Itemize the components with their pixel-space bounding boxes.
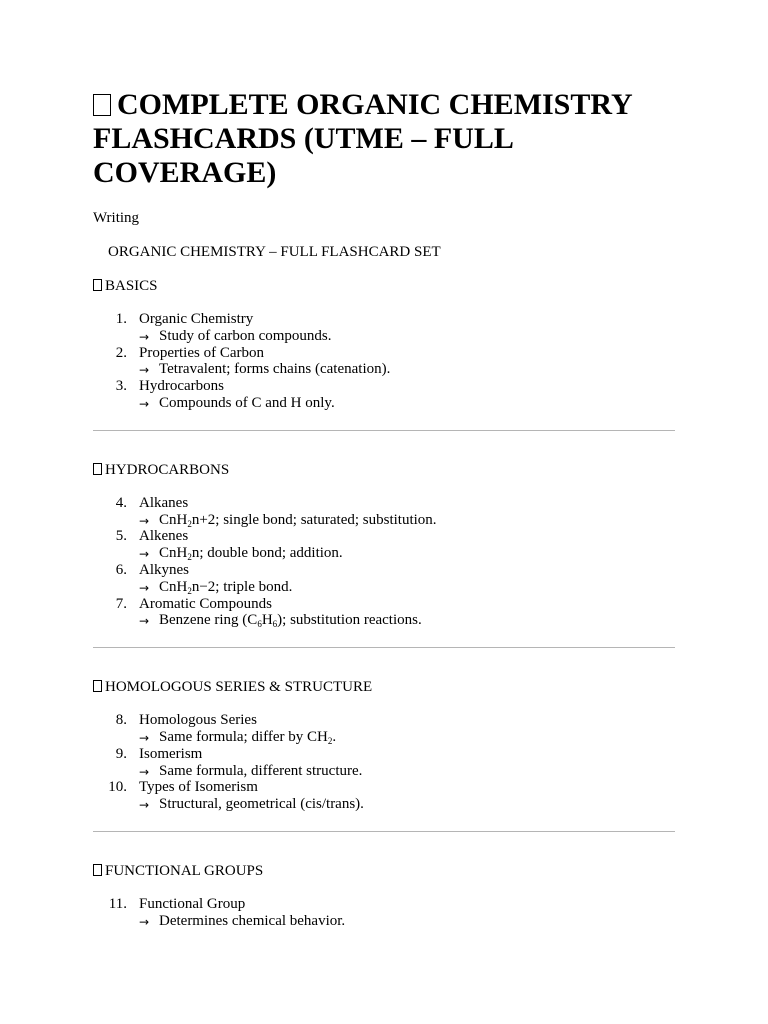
item-term: Isomerism bbox=[139, 745, 203, 762]
answer-text: Structural, geometrical (cis/trans). bbox=[159, 796, 364, 813]
answer-text: Determines chemical behavior. bbox=[159, 912, 346, 929]
arrow-right-icon: → bbox=[139, 329, 150, 344]
item-answer bbox=[139, 512, 675, 529]
item-term: Functional Group bbox=[139, 895, 246, 912]
item-answer bbox=[139, 612, 675, 629]
item-number: 6. bbox=[115, 561, 127, 578]
section-header bbox=[93, 678, 675, 696]
section-hydrocarbons bbox=[93, 461, 675, 629]
item-term: Aromatic Compounds bbox=[139, 595, 272, 612]
answer-text: CnH bbox=[159, 545, 188, 562]
missing-glyph-box-icon bbox=[93, 279, 102, 291]
arrow-right-icon: → bbox=[139, 547, 150, 562]
item-answer bbox=[139, 545, 675, 562]
section-homologous-series bbox=[93, 678, 675, 813]
arrow-right-icon: → bbox=[139, 730, 150, 745]
section-header bbox=[93, 862, 675, 880]
section-title: HOMOLOGOUS SERIES & STRUCTURE bbox=[105, 679, 373, 696]
flashcard-item bbox=[93, 345, 675, 379]
item-number: 11. bbox=[108, 895, 127, 912]
arrow-right-icon: → bbox=[139, 764, 150, 779]
flashcard-list bbox=[93, 495, 675, 629]
flashcard-item bbox=[93, 528, 675, 562]
item-number: 2. bbox=[115, 344, 127, 361]
item-term: Alkynes bbox=[139, 561, 189, 578]
subscript: 2 bbox=[187, 518, 192, 529]
answer-text: ); substitution reactions. bbox=[277, 612, 422, 629]
answer-text: . bbox=[332, 728, 337, 745]
section-basics bbox=[93, 277, 675, 412]
section-divider bbox=[93, 430, 675, 431]
item-answer bbox=[139, 796, 675, 813]
subscript: 6 bbox=[272, 619, 278, 630]
item-term: Hydrocarbons bbox=[139, 378, 224, 395]
item-number: 1. bbox=[115, 311, 127, 327]
document-title-text: COMPLETE ORGANIC CHEMISTRY FLASHCARDS (UTME – FULL COVERAGE) bbox=[93, 88, 632, 189]
flashcard-item bbox=[93, 779, 675, 813]
document-subtitle: Writing bbox=[93, 210, 140, 226]
section-header bbox=[93, 277, 675, 295]
section-title: BASICS bbox=[105, 278, 158, 294]
flashcard-item bbox=[93, 896, 675, 930]
subscript: 2 bbox=[187, 585, 192, 596]
item-answer bbox=[139, 579, 675, 596]
arrow-right-icon: → bbox=[139, 614, 150, 629]
answer-text: Benzene ring (C bbox=[159, 612, 258, 629]
arrow-right-icon: → bbox=[139, 363, 150, 378]
flashcard-item bbox=[93, 746, 675, 780]
item-answer bbox=[139, 395, 675, 412]
flashcard-item bbox=[93, 311, 675, 345]
arrow-right-icon: → bbox=[139, 580, 150, 595]
missing-glyph-box-icon bbox=[93, 94, 111, 116]
answer-text: n; double bond; addition. bbox=[191, 545, 343, 562]
item-term: Alkanes bbox=[139, 494, 189, 511]
section-functional-groups bbox=[93, 862, 675, 930]
answer-text: H bbox=[261, 612, 273, 629]
missing-glyph-box-icon bbox=[93, 463, 102, 475]
item-answer bbox=[139, 913, 675, 930]
answer-text: n−2; triple bond. bbox=[191, 578, 293, 595]
subscript: 2 bbox=[327, 735, 333, 746]
item-number: 3. bbox=[115, 378, 127, 395]
section-header bbox=[93, 461, 675, 479]
section-title: HYDROCARBONS bbox=[105, 461, 230, 478]
missing-glyph-box-icon bbox=[93, 864, 102, 876]
answer-text: Study of carbon compounds. bbox=[159, 327, 332, 344]
section-divider bbox=[93, 831, 675, 832]
item-answer bbox=[139, 763, 675, 780]
item-number: 4. bbox=[115, 494, 127, 511]
answer-text: Tetravalent; forms chains (catenation). bbox=[159, 361, 391, 378]
answer-text: n+2; single bond; saturated; substitution. bbox=[191, 511, 437, 528]
document-page bbox=[93, 88, 675, 930]
subscript: 2 bbox=[187, 552, 192, 563]
item-term: Homologous Series bbox=[139, 712, 257, 729]
flashcard-item bbox=[93, 712, 675, 746]
item-number: 10. bbox=[108, 779, 127, 796]
flashcard-item bbox=[93, 596, 675, 630]
item-answer bbox=[139, 729, 675, 746]
section-divider bbox=[93, 647, 675, 648]
answer-text: Same formula, different structure. bbox=[159, 762, 363, 779]
arrow-right-icon: → bbox=[139, 513, 150, 528]
answer-text: Same formula; differ by CH bbox=[159, 728, 328, 745]
item-answer bbox=[139, 328, 675, 345]
arrow-right-icon: → bbox=[139, 396, 150, 411]
item-number: 7. bbox=[115, 595, 127, 612]
missing-glyph-box-icon bbox=[93, 680, 102, 692]
item-term: Organic Chemistry bbox=[139, 311, 254, 327]
answer-text: CnH bbox=[159, 578, 188, 595]
flashcard-set-title: ORGANIC CHEMISTRY – FULL FLASHCARD SET bbox=[108, 244, 441, 260]
flashcard-item bbox=[93, 378, 675, 412]
item-answer bbox=[139, 361, 675, 378]
section-title: FUNCTIONAL GROUPS bbox=[105, 862, 264, 879]
item-term: Properties of Carbon bbox=[139, 344, 264, 361]
arrow-right-icon: → bbox=[139, 914, 150, 929]
answer-text: Compounds of C and H only. bbox=[159, 394, 335, 411]
arrow-right-icon: → bbox=[139, 798, 150, 813]
item-number: 9. bbox=[115, 745, 127, 762]
item-term: Types of Isomerism bbox=[139, 779, 258, 796]
answer-text: CnH bbox=[159, 511, 188, 528]
flashcard-list bbox=[93, 896, 675, 930]
flashcard-list bbox=[93, 712, 675, 813]
item-number: 5. bbox=[115, 528, 127, 545]
flashcard-item bbox=[93, 562, 675, 596]
item-term: Alkenes bbox=[139, 528, 189, 545]
subscript: 6 bbox=[257, 619, 262, 630]
document-title bbox=[93, 88, 675, 190]
item-number: 8. bbox=[115, 712, 127, 729]
flashcard-list bbox=[93, 311, 675, 412]
flashcard-item bbox=[93, 495, 675, 529]
